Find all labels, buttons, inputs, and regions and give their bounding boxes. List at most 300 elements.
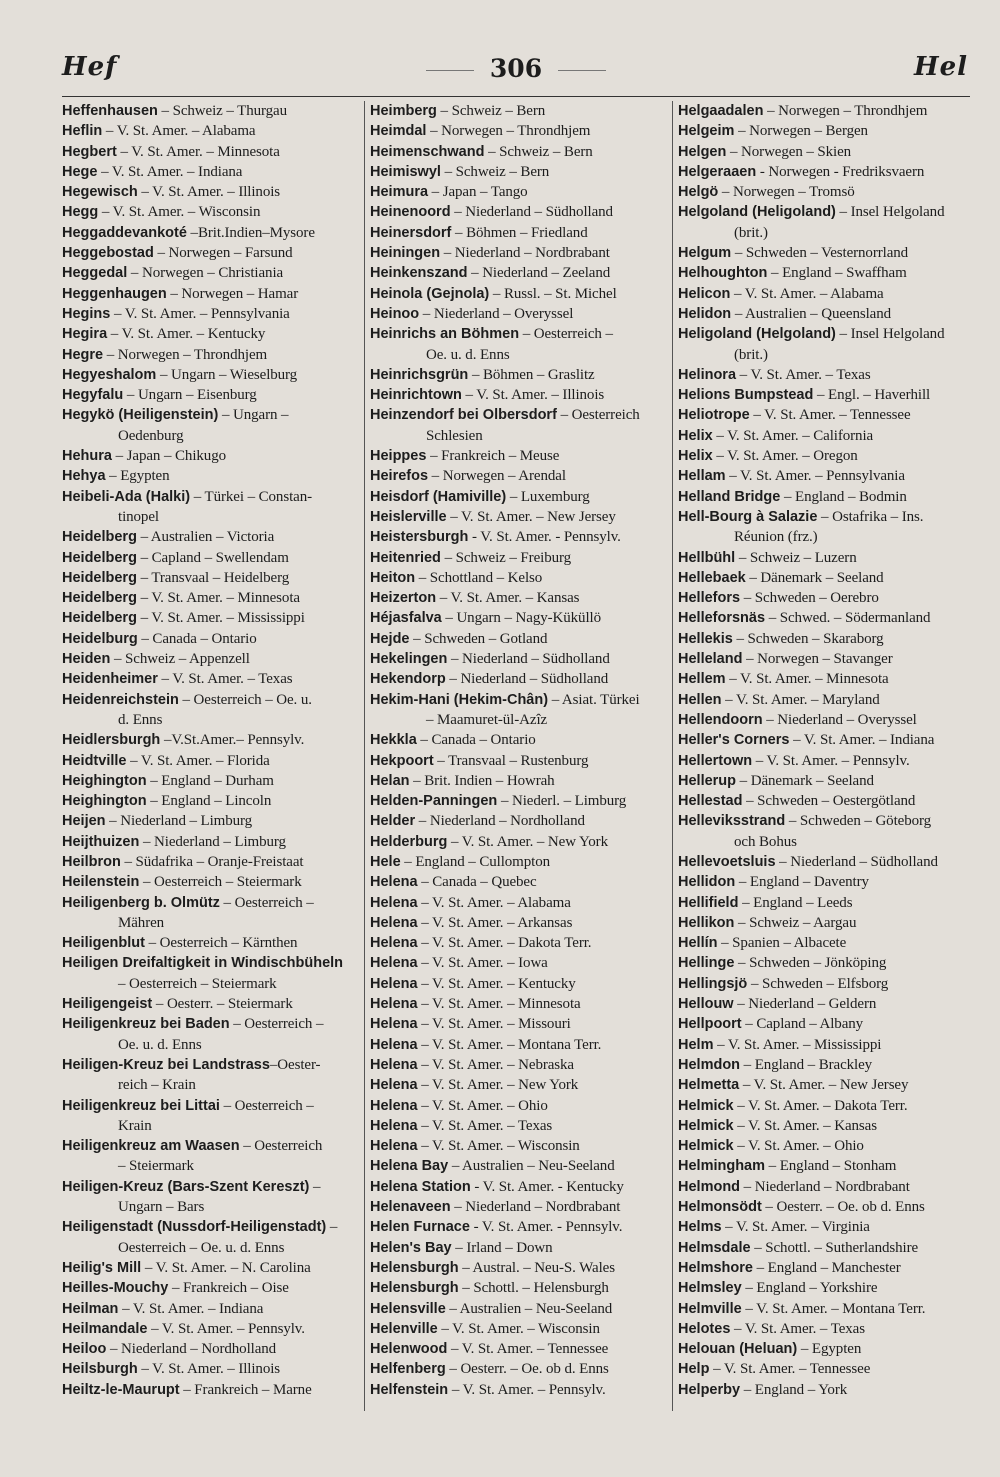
- place-name: Heijen: [62, 813, 106, 830]
- place-name: Hellebaek: [678, 569, 746, 586]
- place-name: Heilbron: [62, 853, 121, 870]
- place-location: – V. St. Amer. – Pennsylv.: [147, 1320, 305, 1337]
- place-name: Helfenberg: [370, 1361, 446, 1378]
- place-name: Heiden: [62, 651, 111, 668]
- place-location: – Böhmen – Graslitz: [468, 366, 595, 383]
- place-location: – Böhmen – Friedland: [451, 224, 588, 241]
- place-location: – Schweiz – Aargau: [734, 914, 857, 931]
- gazetteer-entry: [370, 608, 669, 628]
- gazetteer-entry: [62, 487, 357, 507]
- place-location: – Niederland – Nordbrabant: [440, 245, 610, 262]
- gazetteer-entry: [678, 1096, 973, 1116]
- gazetteer-entry-continuation: [62, 1156, 357, 1176]
- gazetteer-entry: [370, 832, 669, 852]
- place-name: Helgaadalen: [678, 103, 764, 119]
- gazetteer-entry: [370, 1278, 669, 1298]
- place-location: – Brit. Indien – Howrah: [409, 772, 555, 789]
- place-location: – Schweiz – Freiburg: [440, 549, 572, 566]
- place-location: – V. St. Amer. – New Jersey: [739, 1077, 909, 1094]
- gazetteer-entry: [370, 649, 669, 669]
- gazetteer-entry: [62, 751, 357, 771]
- place-name: Helenaveen: [370, 1199, 451, 1216]
- place-location: – V. St. Amer. – California: [712, 427, 874, 444]
- gazetteer-entry: [62, 811, 357, 831]
- place-name: Heizerton: [370, 590, 437, 607]
- gazetteer-entry: [370, 994, 669, 1014]
- gazetteer-entry: [370, 1258, 669, 1278]
- gazetteer-entry: [678, 324, 973, 344]
- place-location: – England – Stonham: [765, 1158, 897, 1175]
- place-name: Heimdal: [370, 123, 427, 140]
- gazetteer-entry: [62, 1055, 357, 1075]
- gazetteer-entry: [370, 690, 669, 710]
- place-name: Heiligengeist: [62, 996, 153, 1013]
- gazetteer-entry: [62, 872, 357, 892]
- place-name: Hellerup: [678, 772, 737, 789]
- place-name: Helderburg: [370, 833, 448, 850]
- place-name: Heiligenkreuz bei Littai: [62, 1097, 220, 1114]
- place-location: – Niederland – Nordbrabant: [740, 1178, 910, 1195]
- gazetteer-entry: [370, 771, 669, 791]
- place-name: Helmshore: [678, 1259, 753, 1276]
- place-location: – Ungarn –: [218, 407, 289, 424]
- place-name: Hellín: [678, 935, 718, 952]
- place-name: Helensville: [370, 1300, 446, 1317]
- gazetteer-entry: [370, 953, 669, 973]
- place-name: Heinzendorf bei Olbersdorf: [370, 407, 557, 424]
- place-name: Hegyfalu: [62, 387, 124, 404]
- gazetteer-entry: [62, 1096, 357, 1116]
- place-location: – V. St. Amer. – Arkansas: [417, 914, 573, 931]
- place-location: – Egypten: [105, 468, 170, 485]
- gazetteer-entry: [62, 263, 357, 283]
- place-name: Heinkenszand: [370, 265, 468, 282]
- place-location: – Niederland – Nordholland: [106, 1341, 277, 1358]
- gazetteer-entry: [370, 872, 669, 892]
- place-name: Hellen: [678, 691, 722, 708]
- place-location: – V. St. Amer. – Kansas: [436, 590, 580, 607]
- place-location: – England – Swaffham: [767, 265, 907, 282]
- place-location: – V. St. Amer. – Virginia: [721, 1219, 870, 1236]
- gazetteer-entry: [370, 385, 669, 405]
- place-name: Hellifield: [678, 894, 739, 911]
- place-name: Heippes: [370, 448, 427, 465]
- place-name: Helmonsödt: [678, 1199, 762, 1216]
- place-location: – Asiat. Türkei: [548, 691, 640, 708]
- column-2: [370, 101, 669, 1417]
- gazetteer-entry: [678, 933, 973, 953]
- place-name: Helena: [370, 1077, 418, 1094]
- gazetteer-entry: [370, 933, 669, 953]
- gazetteer-entry: [370, 548, 669, 568]
- place-name: Helmond: [678, 1178, 741, 1195]
- place-name: Helleland: [678, 651, 743, 668]
- place-location: Ungarn – Bars: [118, 1199, 205, 1216]
- place-location: – Steiermark: [118, 1158, 194, 1175]
- gazetteer-entry: [62, 101, 357, 121]
- place-location: – V. St. Amer. – Texas: [157, 671, 293, 688]
- place-location: – V. St. Amer. – Nebraska: [417, 1056, 574, 1073]
- place-location: – Schweden – Jönköping: [734, 955, 887, 972]
- gazetteer-entry: [678, 629, 973, 649]
- place-location: – Schweden – Oerebro: [740, 590, 879, 607]
- gazetteer-entry-continuation: [62, 1075, 357, 1095]
- place-name: Helms: [678, 1219, 722, 1236]
- place-name: Helgoland (Heligoland): [678, 204, 836, 221]
- place-location: – Russl. – St. Michel: [489, 285, 617, 302]
- gazetteer-entry: [62, 1380, 357, 1400]
- place-name: Hellekis: [678, 630, 733, 647]
- place-name: Heilmandale: [62, 1320, 148, 1337]
- place-location: – Norwegen – Arendal: [428, 468, 566, 485]
- place-name: Heidelburg: [62, 630, 138, 647]
- place-name: Helgeraaen: [678, 163, 757, 180]
- place-location: – Oesterreich – Oe. u.: [178, 691, 312, 708]
- place-location: – V. St. Amer. – Montana Terr.: [417, 1036, 602, 1053]
- place-location: – Japan – Tango: [428, 184, 528, 201]
- gazetteer-entry: [370, 202, 669, 222]
- place-location: - V. St. Amer. - Kentucky: [470, 1178, 624, 1195]
- gazetteer-entry: [678, 690, 973, 710]
- place-name: Heidenheimer: [62, 671, 158, 688]
- gazetteer-entry: [678, 243, 973, 263]
- page-header: [62, 52, 970, 92]
- page-number: [62, 54, 970, 83]
- gazetteer-entry: [678, 1278, 973, 1298]
- place-name: Helions Bumpstead: [678, 387, 814, 404]
- place-name: Heggaddevankoté: [62, 224, 187, 241]
- place-location: - Norwegen - Fredriksvaern: [756, 163, 925, 180]
- gazetteer-entry: [62, 345, 357, 365]
- place-name: Heiligenstadt (Nussdorf-Heiligenstadt): [62, 1219, 327, 1236]
- gazetteer-entry: [678, 913, 973, 933]
- place-location: – Norwegen – Tromsö: [718, 184, 855, 201]
- place-location: – V. St. Amer. – Dakota Terr.: [733, 1097, 908, 1114]
- gazetteer-entry: [62, 405, 357, 425]
- place-name: Hegbert: [62, 143, 117, 160]
- place-name: Hellevoetsluis: [678, 853, 776, 870]
- place-location: – V. St. Amer. – New Jersey: [446, 508, 616, 525]
- gazetteer-entry: [370, 974, 669, 994]
- gazetteer-entry: [678, 405, 973, 425]
- place-location: – Oesterreich –: [219, 1097, 314, 1114]
- gazetteer-entry: [370, 182, 669, 202]
- gazetteer-entry: [678, 1217, 973, 1237]
- place-name: Heiltz-le-Maurupt: [62, 1381, 180, 1398]
- gazetteer-entry: [678, 1299, 973, 1319]
- gazetteer-entry: [62, 690, 357, 710]
- place-location: – Schweden – Göteborg: [785, 813, 932, 830]
- place-name: Hegg: [62, 204, 99, 221]
- gazetteer-entry: [678, 507, 973, 527]
- gazetteer-entry: [62, 446, 357, 466]
- place-location: – Norwegen – Throndhjem: [103, 346, 268, 363]
- place-name: Heidelberg: [62, 590, 137, 607]
- gazetteer-entry: [370, 730, 669, 750]
- place-location: – V. St. Amer. – Alabama: [417, 894, 571, 911]
- place-location: – V. St. Amer. – Indiana: [118, 1300, 264, 1317]
- gazetteer-entry: [62, 365, 357, 385]
- place-location: Oesterreich – Oe. u. d. Enns: [118, 1239, 285, 1256]
- place-name: Heinersdorf: [370, 224, 452, 241]
- place-name: Heimenschwand: [370, 143, 485, 160]
- place-location: – V. St. Amer. – Illinois: [461, 387, 605, 404]
- place-location: – V. St. Amer. – Tennessee: [447, 1341, 609, 1358]
- place-location: – V. St. Amer. – Pennsylv.: [448, 1381, 606, 1398]
- place-name: Helmdon: [678, 1056, 741, 1073]
- place-name: Helmville: [678, 1300, 742, 1317]
- place-name: Helmick: [678, 1097, 734, 1114]
- gazetteer-entry: [370, 324, 669, 344]
- place-location: – England – Leeds: [738, 894, 853, 911]
- gazetteer-entry: [678, 1380, 973, 1400]
- place-location: – V. St. Amer. – Maryland: [721, 691, 880, 708]
- place-name: Heilenstein: [62, 874, 140, 891]
- place-location: – V. St. Amer. – Minnesota: [725, 671, 889, 688]
- place-name: Helen's Bay: [370, 1239, 452, 1256]
- place-name: Helena: [370, 955, 418, 972]
- gazetteer-entry: [678, 446, 973, 466]
- place-name: Heislerville: [370, 508, 447, 525]
- gazetteer-entry: [62, 548, 357, 568]
- place-name: Heilles-Mouchy: [62, 1280, 169, 1297]
- gazetteer-entry: [678, 669, 973, 689]
- gazetteer-entry: [62, 324, 357, 344]
- place-location: – V. St. Amer. – Illinois: [137, 1361, 281, 1378]
- place-location: – Oesterreich – Steiermark: [139, 874, 302, 891]
- place-location: – V. St. Amer. – Illinois: [137, 184, 281, 201]
- gazetteer-entry: [678, 751, 973, 771]
- place-location: – Insel Helgoland: [835, 204, 945, 221]
- place-name: Hellingsjö: [678, 975, 748, 992]
- place-name: Helena: [370, 1056, 418, 1073]
- gazetteer-entry: [370, 1359, 669, 1379]
- place-name: Heinrichsgrün: [370, 366, 469, 383]
- gazetteer-entry: [370, 893, 669, 913]
- place-location: – Schweiz – Luzern: [735, 549, 857, 566]
- page-number-text: 306: [489, 54, 543, 83]
- place-name: Helgum: [678, 245, 732, 262]
- place-name: Helicon: [678, 285, 731, 302]
- place-location: – Austral. – Neu-S. Wales: [458, 1259, 615, 1276]
- place-name: Helena: [370, 1016, 418, 1033]
- place-name: Heligoland (Helgoland): [678, 326, 836, 343]
- place-location: – England – York: [740, 1381, 848, 1398]
- gazetteer-entry: [678, 1339, 973, 1359]
- gazetteer-entry: [62, 243, 357, 263]
- gazetteer-entry: [370, 446, 669, 466]
- place-location: – Niederland – Südholland: [450, 204, 613, 221]
- gazetteer-entry: [370, 751, 669, 771]
- place-name: Helmick: [678, 1117, 734, 1134]
- place-name: Helix: [678, 427, 713, 444]
- place-location: – Oesterreich: [239, 1138, 323, 1155]
- place-name: Helleviksstrand: [678, 813, 786, 830]
- gazetteer-entry: [678, 365, 973, 385]
- place-location: – V. St. Amer. – Indiana: [97, 163, 243, 180]
- gazetteer-entry: [678, 263, 973, 283]
- gazetteer-entry-continuation: [62, 1035, 357, 1055]
- gazetteer-entry: [370, 1096, 669, 1116]
- place-name: Heggedal: [62, 265, 128, 282]
- place-name: Hegira: [62, 326, 108, 343]
- place-location: – Frankreich – Oise: [168, 1280, 289, 1297]
- gazetteer-entry: [678, 730, 973, 750]
- place-name: Helm: [678, 1036, 714, 1053]
- running-head-right: Hel: [914, 52, 968, 82]
- place-location: – V. St. Amer. – Oregon: [712, 448, 858, 465]
- place-name: Heiligenberg b. Olmütz: [62, 894, 220, 911]
- gazetteer-entry: [370, 791, 669, 811]
- place-name: Heidelberg: [62, 549, 137, 566]
- place-name: Hellefors: [678, 590, 741, 607]
- place-location: – Oesterreich –: [229, 1016, 324, 1033]
- gazetteer-entry: [62, 1014, 357, 1034]
- place-name: Helena: [370, 874, 418, 891]
- gazetteer-entry: [370, 1116, 669, 1136]
- gazetteer-entry: [62, 182, 357, 202]
- gazetteer-entry: [62, 629, 357, 649]
- gazetteer-entry: [370, 1197, 669, 1217]
- place-location: – Capland – Swellendam: [136, 549, 289, 566]
- place-location: – V. St. Amer. – Missouri: [417, 1016, 571, 1033]
- place-location: – Oesterreich –: [219, 894, 314, 911]
- gazetteer-entry: [370, 142, 669, 162]
- place-location: – Niederland – Nordbrabant: [450, 1199, 621, 1216]
- place-location: – V. St. Amer. – Ohio: [733, 1138, 864, 1155]
- place-name: Helan: [370, 772, 410, 789]
- place-location: – V. St. Amer. – Wisconsin: [98, 204, 261, 221]
- gazetteer-entry: [370, 669, 669, 689]
- place-location: – Niederland – Geldern: [733, 996, 877, 1013]
- place-name: Helena: [370, 975, 418, 992]
- gazetteer-entry: [678, 953, 973, 973]
- place-location: – Norwegen – Farsund: [153, 245, 293, 262]
- place-location: – Capland – Albany: [741, 1016, 864, 1033]
- place-location: – V. St. Amer. – Wisconsin: [437, 1320, 600, 1337]
- place-location: – Maamuret-ül-Azîz: [426, 711, 548, 728]
- gazetteer-entry: [678, 1177, 973, 1197]
- running-head-left: Hef: [62, 52, 118, 82]
- place-name: Helena: [370, 914, 418, 931]
- place-location: – V. St. Amer. – Kentucky: [107, 326, 266, 343]
- place-location: – England – Daventry: [735, 874, 869, 891]
- place-location: – Schweden – Gotland: [409, 630, 548, 647]
- gazetteer-entry: [678, 974, 973, 994]
- place-location: – England – Brackley: [740, 1056, 873, 1073]
- place-name: Heighington: [62, 772, 147, 789]
- gazetteer-entry: [678, 1258, 973, 1278]
- place-name: Hekpoort: [370, 752, 434, 769]
- place-name: Hellertown: [678, 752, 753, 769]
- place-name: Héjasfalva: [370, 610, 442, 627]
- place-location: –: [326, 1219, 338, 1236]
- gazetteer-entry: [370, 1136, 669, 1156]
- gazetteer-entry: [678, 466, 973, 486]
- place-name: Hegins: [62, 305, 111, 322]
- place-name: Heinola (Gejnola): [370, 285, 490, 302]
- gazetteer-entry: [62, 202, 357, 222]
- place-name: Helena: [370, 1138, 418, 1155]
- gazetteer-entry-continuation: [678, 223, 973, 243]
- gazetteer-entry-continuation: [62, 710, 357, 730]
- place-name: Heggenhaugen: [62, 285, 167, 302]
- gazetteer-entry: [678, 791, 973, 811]
- place-name: Helmick: [678, 1138, 734, 1155]
- gazetteer-entry: [370, 1156, 669, 1176]
- place-location: – V. St. Amer. – Minnesota: [136, 590, 300, 607]
- place-location: – Schweiz – Thurgau: [157, 103, 287, 119]
- gazetteer-entry: [370, 1035, 669, 1055]
- place-name: Heibeli-Ada (Halki): [62, 488, 191, 505]
- place-location: – V. St. Amer. – Minnesota: [116, 143, 280, 160]
- place-location: – V. St. Amer. – Alabama: [730, 285, 884, 302]
- place-location: – V. St. Amer. – Florida: [126, 752, 270, 769]
- place-location: – Norwegen – Throndhjem: [426, 123, 591, 140]
- place-name: Heinrichtown: [370, 387, 462, 404]
- gazetteer-entry: [370, 365, 669, 385]
- place-location: – Niederland – Limburg: [105, 813, 253, 830]
- place-name: Hellendoorn: [678, 711, 763, 728]
- place-name: Helouan (Heluan): [678, 1341, 798, 1358]
- place-location: – England – Bodmin: [780, 488, 907, 505]
- place-name: Heidelberg: [62, 569, 137, 586]
- gazetteer-entry: [62, 994, 357, 1014]
- gazetteer-entry: [62, 1217, 357, 1237]
- place-location: tinopel: [118, 508, 159, 525]
- place-location: – Norwegen – Bergen: [734, 123, 868, 140]
- gazetteer-entry: [370, 1055, 669, 1075]
- place-location: – Dänemark – Seeland: [736, 772, 874, 789]
- gazetteer-entry: [678, 142, 973, 162]
- gazetteer-entry: [370, 1339, 669, 1359]
- place-location: – Canada – Quebec: [417, 874, 537, 891]
- place-name: Helena: [370, 894, 418, 911]
- gazetteer-entry: [62, 730, 357, 750]
- place-name: Heisdorf (Hamiville): [370, 488, 507, 505]
- gazetteer-entry: [370, 1299, 669, 1319]
- gazetteer-entry: [678, 1075, 973, 1095]
- gazetteer-entry: [678, 1035, 973, 1055]
- place-name: Helena Station: [370, 1178, 471, 1195]
- gazetteer-entry: [370, 1177, 669, 1197]
- gazetteer-entry-continuation: [678, 527, 973, 547]
- gazetteer-entry: [370, 243, 669, 263]
- place-location: – V. St. Amer. – Alabama: [102, 123, 256, 140]
- place-name: Helmsdale: [678, 1239, 751, 1256]
- gazetteer-entry: [62, 162, 357, 182]
- place-name: Helden-Panningen: [370, 793, 498, 810]
- gazetteer-entry: [370, 811, 669, 831]
- place-location: – Engl. – Haverhill: [813, 387, 931, 404]
- gazetteer-entry: [62, 832, 357, 852]
- place-location: - V. St. Amer. - Pennsylv.: [468, 529, 621, 546]
- place-name: Hellidon: [678, 874, 736, 891]
- place-location: – Niederland – Nordholland: [415, 813, 585, 830]
- place-name: Helgeim: [678, 123, 735, 140]
- place-location: – England – Durham: [146, 772, 274, 789]
- gazetteer-entry: [62, 1299, 357, 1319]
- place-name: Helmsley: [678, 1280, 742, 1297]
- place-location: – Oesterreich: [556, 407, 640, 424]
- place-location: – Japan – Chikugo: [111, 448, 226, 465]
- place-name: Heiloo: [62, 1341, 107, 1358]
- place-location: – V. St. Amer. – Ohio: [417, 1097, 548, 1114]
- place-name: Helen Furnace: [370, 1219, 470, 1236]
- place-location: – V. St. Amer. – Indiana: [789, 732, 935, 749]
- place-name: Hellikon: [678, 914, 735, 931]
- place-location: – Transvaal – Heidelberg: [136, 569, 290, 586]
